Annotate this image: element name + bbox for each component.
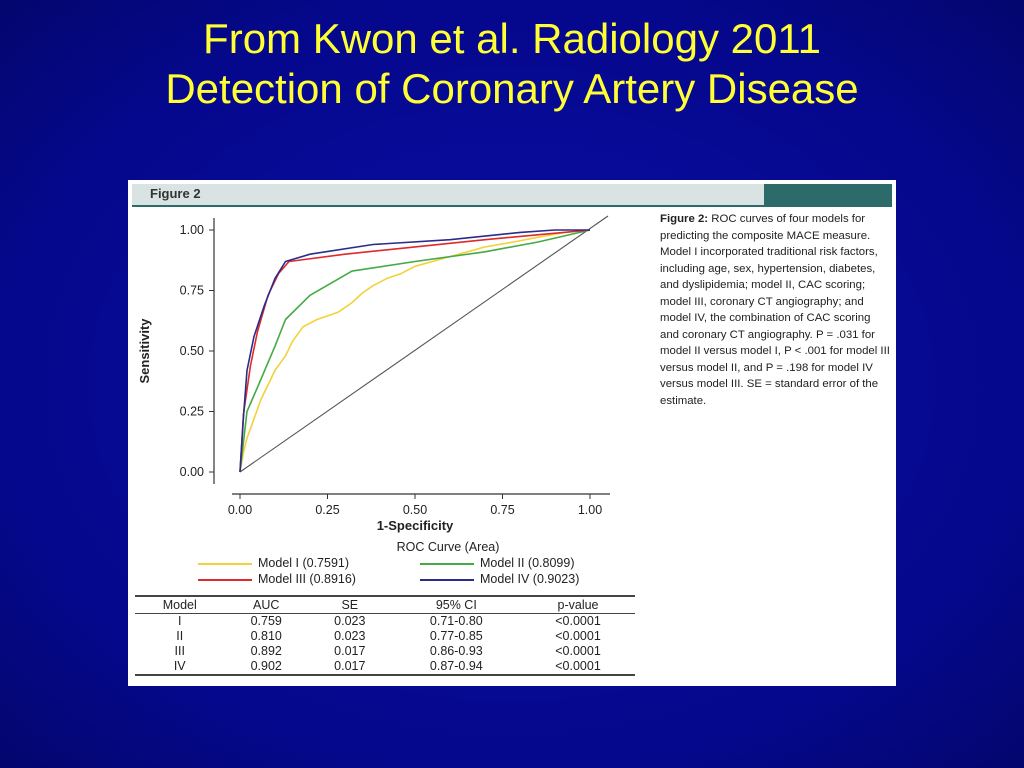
legend-item-model-3	[198, 572, 356, 586]
table-cell: I	[177, 614, 182, 628]
slide-title	[0, 14, 1024, 114]
table-cell: 0.759	[250, 614, 282, 628]
table-cell: 0.77-0.85	[429, 629, 483, 643]
figure-label: Figure 2	[150, 186, 201, 201]
x-tick-label: 1.00	[577, 503, 603, 517]
table-cell: <0.0001	[555, 644, 601, 658]
legend-label-model-2: Model II (0.8099)	[480, 556, 575, 570]
table-cell: <0.0001	[555, 614, 601, 628]
stats-table	[135, 595, 635, 676]
x-tick-label: 0.25	[315, 503, 340, 517]
x-tick-label: 0.75	[490, 503, 515, 517]
legend-swatch-model-2	[420, 563, 474, 565]
table-cell: 0.87-0.94	[392, 659, 521, 675]
table-row	[135, 644, 635, 659]
legend-label-model-4: Model IV (0.9023)	[480, 572, 580, 586]
legend-label-model-1: Model I (0.7591)	[258, 556, 350, 570]
caption-head: Figure 2:	[660, 213, 709, 225]
table-cell: <0.0001	[521, 659, 635, 675]
legend-swatch-model-4	[420, 579, 474, 581]
y-tick-label: 1.00	[179, 223, 204, 237]
figure-panel	[128, 180, 896, 686]
table-header-cell: AUC	[224, 596, 308, 614]
table-cell: 0.810	[250, 629, 282, 643]
y-axis-label: Sensitivity	[137, 318, 152, 384]
slide-title-line2: Detection of Coronary Artery Disease	[165, 65, 859, 112]
x-tick-label: 0.50	[402, 503, 428, 517]
y-tick-label: 0.00	[179, 465, 204, 479]
legend-label-model-3: Model III (0.8916)	[258, 572, 356, 586]
figure-caption	[660, 211, 892, 409]
table-cell: 0.017	[308, 659, 392, 675]
y-tick-label: 0.75	[179, 283, 204, 298]
table-cell: 0.017	[334, 644, 366, 658]
table-cell: <0.0001	[555, 629, 601, 643]
table-cell: 0.902	[224, 659, 308, 675]
legend-item-model-1	[198, 556, 349, 570]
x-tick-label: 0.00	[227, 503, 253, 517]
table-cell: 0.023	[334, 614, 366, 628]
legend-title: ROC Curve (Area)	[396, 540, 500, 554]
slide-title-line1: From Kwon et al. Radiology 2011	[203, 15, 821, 62]
legend-swatch-model-1	[198, 563, 252, 565]
legend-item-model-2	[420, 556, 575, 570]
caption-body: ROC curves of four models for predicting the composite MACE measure. Model I incorporated traditional risk factors, including age, sex, hypertension, diabetes, and dyslipidemia; model II, CAC scoring; model III, coronary CT angiography; and model IV, the combination of CAC scoring and coronary CT angiography. P = .031 for model II versus model I, P < .001 for model III versus model II, and P = .198 for model IV versus model III. SE = standard error of the estimate.	[660, 213, 890, 407]
table-cell: III	[174, 644, 185, 658]
table-cell: 0.86-0.93	[429, 644, 483, 658]
table-cell: 0.71-0.80	[429, 614, 483, 628]
table-cell: 0.023	[334, 629, 366, 643]
table-header-cell: 95% CI	[392, 596, 521, 614]
table-header-cell: Model	[135, 596, 224, 614]
legend-item-model-4	[420, 572, 579, 586]
table-header-cell: p-value	[521, 596, 635, 614]
y-tick-label: 0.25	[179, 404, 204, 419]
y-tick-label: 0.50	[179, 344, 204, 358]
legend-swatch-model-3	[198, 579, 252, 581]
table-row	[135, 614, 635, 630]
table-cell: IV	[135, 659, 224, 675]
reference-diagonal	[240, 216, 608, 472]
table-cell: II	[176, 629, 184, 643]
table-header-row	[135, 596, 635, 614]
table-row	[135, 629, 635, 644]
table-row	[135, 659, 635, 675]
x-axis-label: 1-Specificity	[376, 518, 454, 533]
table-header-cell: SE	[308, 596, 392, 614]
table-cell: 0.892	[250, 644, 282, 658]
